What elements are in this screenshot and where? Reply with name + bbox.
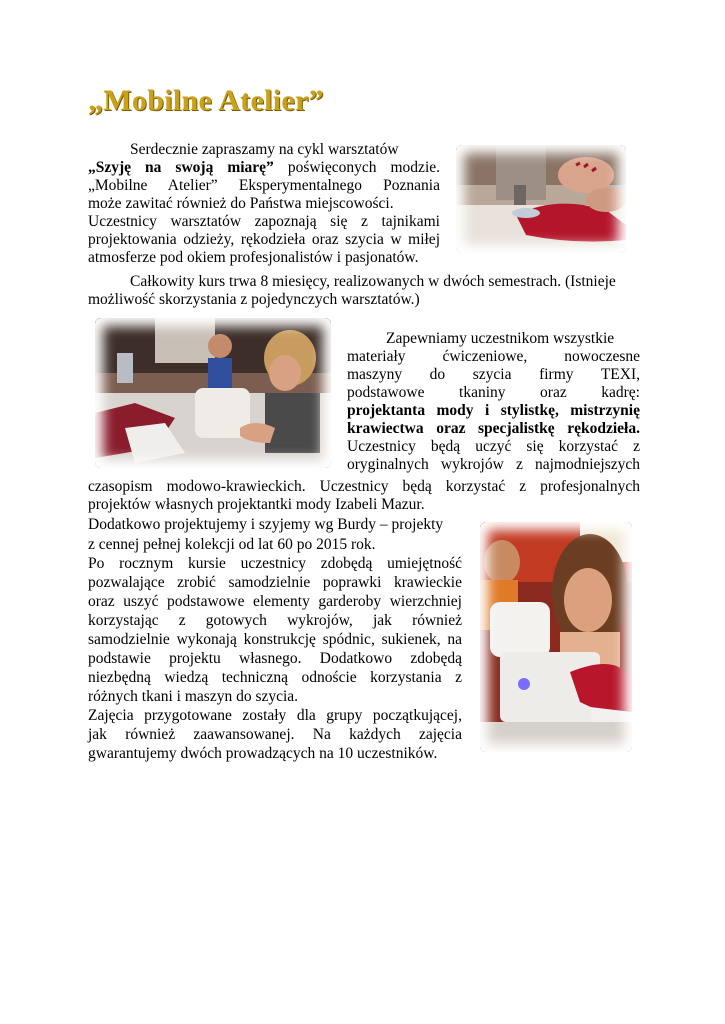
- paragraph-line: różnych tkani i maszyn do szycia.: [88, 688, 299, 705]
- paragraph-line: jak również zaawansowanej. Na każdych zajęcia: [88, 726, 462, 743]
- paragraph-line: Zajęcia przygotowane zostały dla grupy początkującej,: [88, 707, 462, 724]
- paragraph-line: Całkowity kurs trwa 8 miesięcy, realizowanych w dwóch semestrach. (Istnieje: [130, 273, 616, 290]
- paragraph-line: możliwość skorzystania z pojedynczych warsztatów.): [88, 291, 420, 308]
- paragraph-line: gwarantujemy dwóch prowadzących na 10 uczestników.: [88, 745, 438, 762]
- paragraph-line: samodzielnie wykonają konstrukcję spódnic, sukienek, na: [88, 631, 462, 648]
- paragraph-line: materiały ćwiczeniowe, nowoczesne: [347, 348, 640, 365]
- workshop-name: „Szyję na swoją miarę”: [88, 159, 274, 176]
- paragraph-line: korzystając z gotowych wykrojów, jak również: [88, 612, 462, 629]
- paragraph-line: maszyny do szycia firmy TEXI,: [347, 366, 640, 383]
- paragraph-line: Po rocznym kursie uczestnicy zdobędą umiejętność: [88, 555, 462, 572]
- paragraph-line-bold: projektanta mody i stylistkę, mistrzynię: [347, 402, 640, 419]
- paragraph-line: czasopism modowo-krawieckich. Uczestnicy będą korzystać z profesjonalnych: [88, 478, 640, 495]
- page-title: „Mobilne Atelier”: [88, 84, 324, 117]
- paragraph-line: podstawowe tkaniny oraz kadrę:: [347, 384, 640, 401]
- paragraph-text: poświęconych modzie.: [273, 159, 440, 176]
- paragraph-line: z cennej pełnej kolekcji od lat 60 po 2015 rok.: [88, 536, 376, 553]
- paragraph-line: atmosferze pod okiem profesjonalistów i pasjonatów.: [88, 249, 419, 266]
- paragraph-line: oraz uszyć podstawowe elementy garderoby wierzchniej: [88, 593, 462, 610]
- paragraph-line: oryginalnych wykrojów z najmodniejszych: [347, 456, 640, 473]
- paragraph-line: podstawie projektu własnego. Dodatkowo zdobędą: [88, 650, 462, 667]
- paragraph-line: [88, 159, 440, 177]
- paragraph-line: niezbędną wiedzą techniczną odnoście korzystania z: [88, 669, 462, 686]
- smiling-woman-sewing-photo: [480, 522, 632, 752]
- sewing-machine-closeup-photo: [456, 145, 626, 253]
- paragraph-line: Uczestnicy będą uczyć się korzystać z: [347, 438, 640, 455]
- paragraph-line: projektów własnych projektantki mody Izabeli Mazur.: [88, 496, 425, 513]
- paragraph-line-bold: krawiectwa oraz specjalistkę rękodzieła.: [347, 420, 640, 437]
- paragraph-line: Dodatkowo projektujemy i szyjemy wg Burdy – projekty: [88, 516, 444, 533]
- paragraph-line: Serdecznie zapraszamy na cykl warsztatów: [130, 141, 399, 158]
- workshop-participants-photo: [95, 318, 331, 468]
- paragraph-line: Zapewniamy uczestnikom wszystkie: [386, 330, 615, 347]
- paragraph-line: Uczestnicy warsztatów zapoznają się z tajnikami: [88, 213, 440, 230]
- paragraph-line: projektowania odzieży, rękodzieła oraz szycia w miłej: [88, 231, 440, 248]
- paragraph-line: pozwalające zrobić samodzielnie poprawki krawieckie: [88, 574, 462, 591]
- paragraph-line: może zawitać również do Państwa miejscowości.: [88, 195, 394, 212]
- paragraph-line: „Mobilne Atelier” Eksperymentalnego Poznania: [88, 177, 440, 194]
